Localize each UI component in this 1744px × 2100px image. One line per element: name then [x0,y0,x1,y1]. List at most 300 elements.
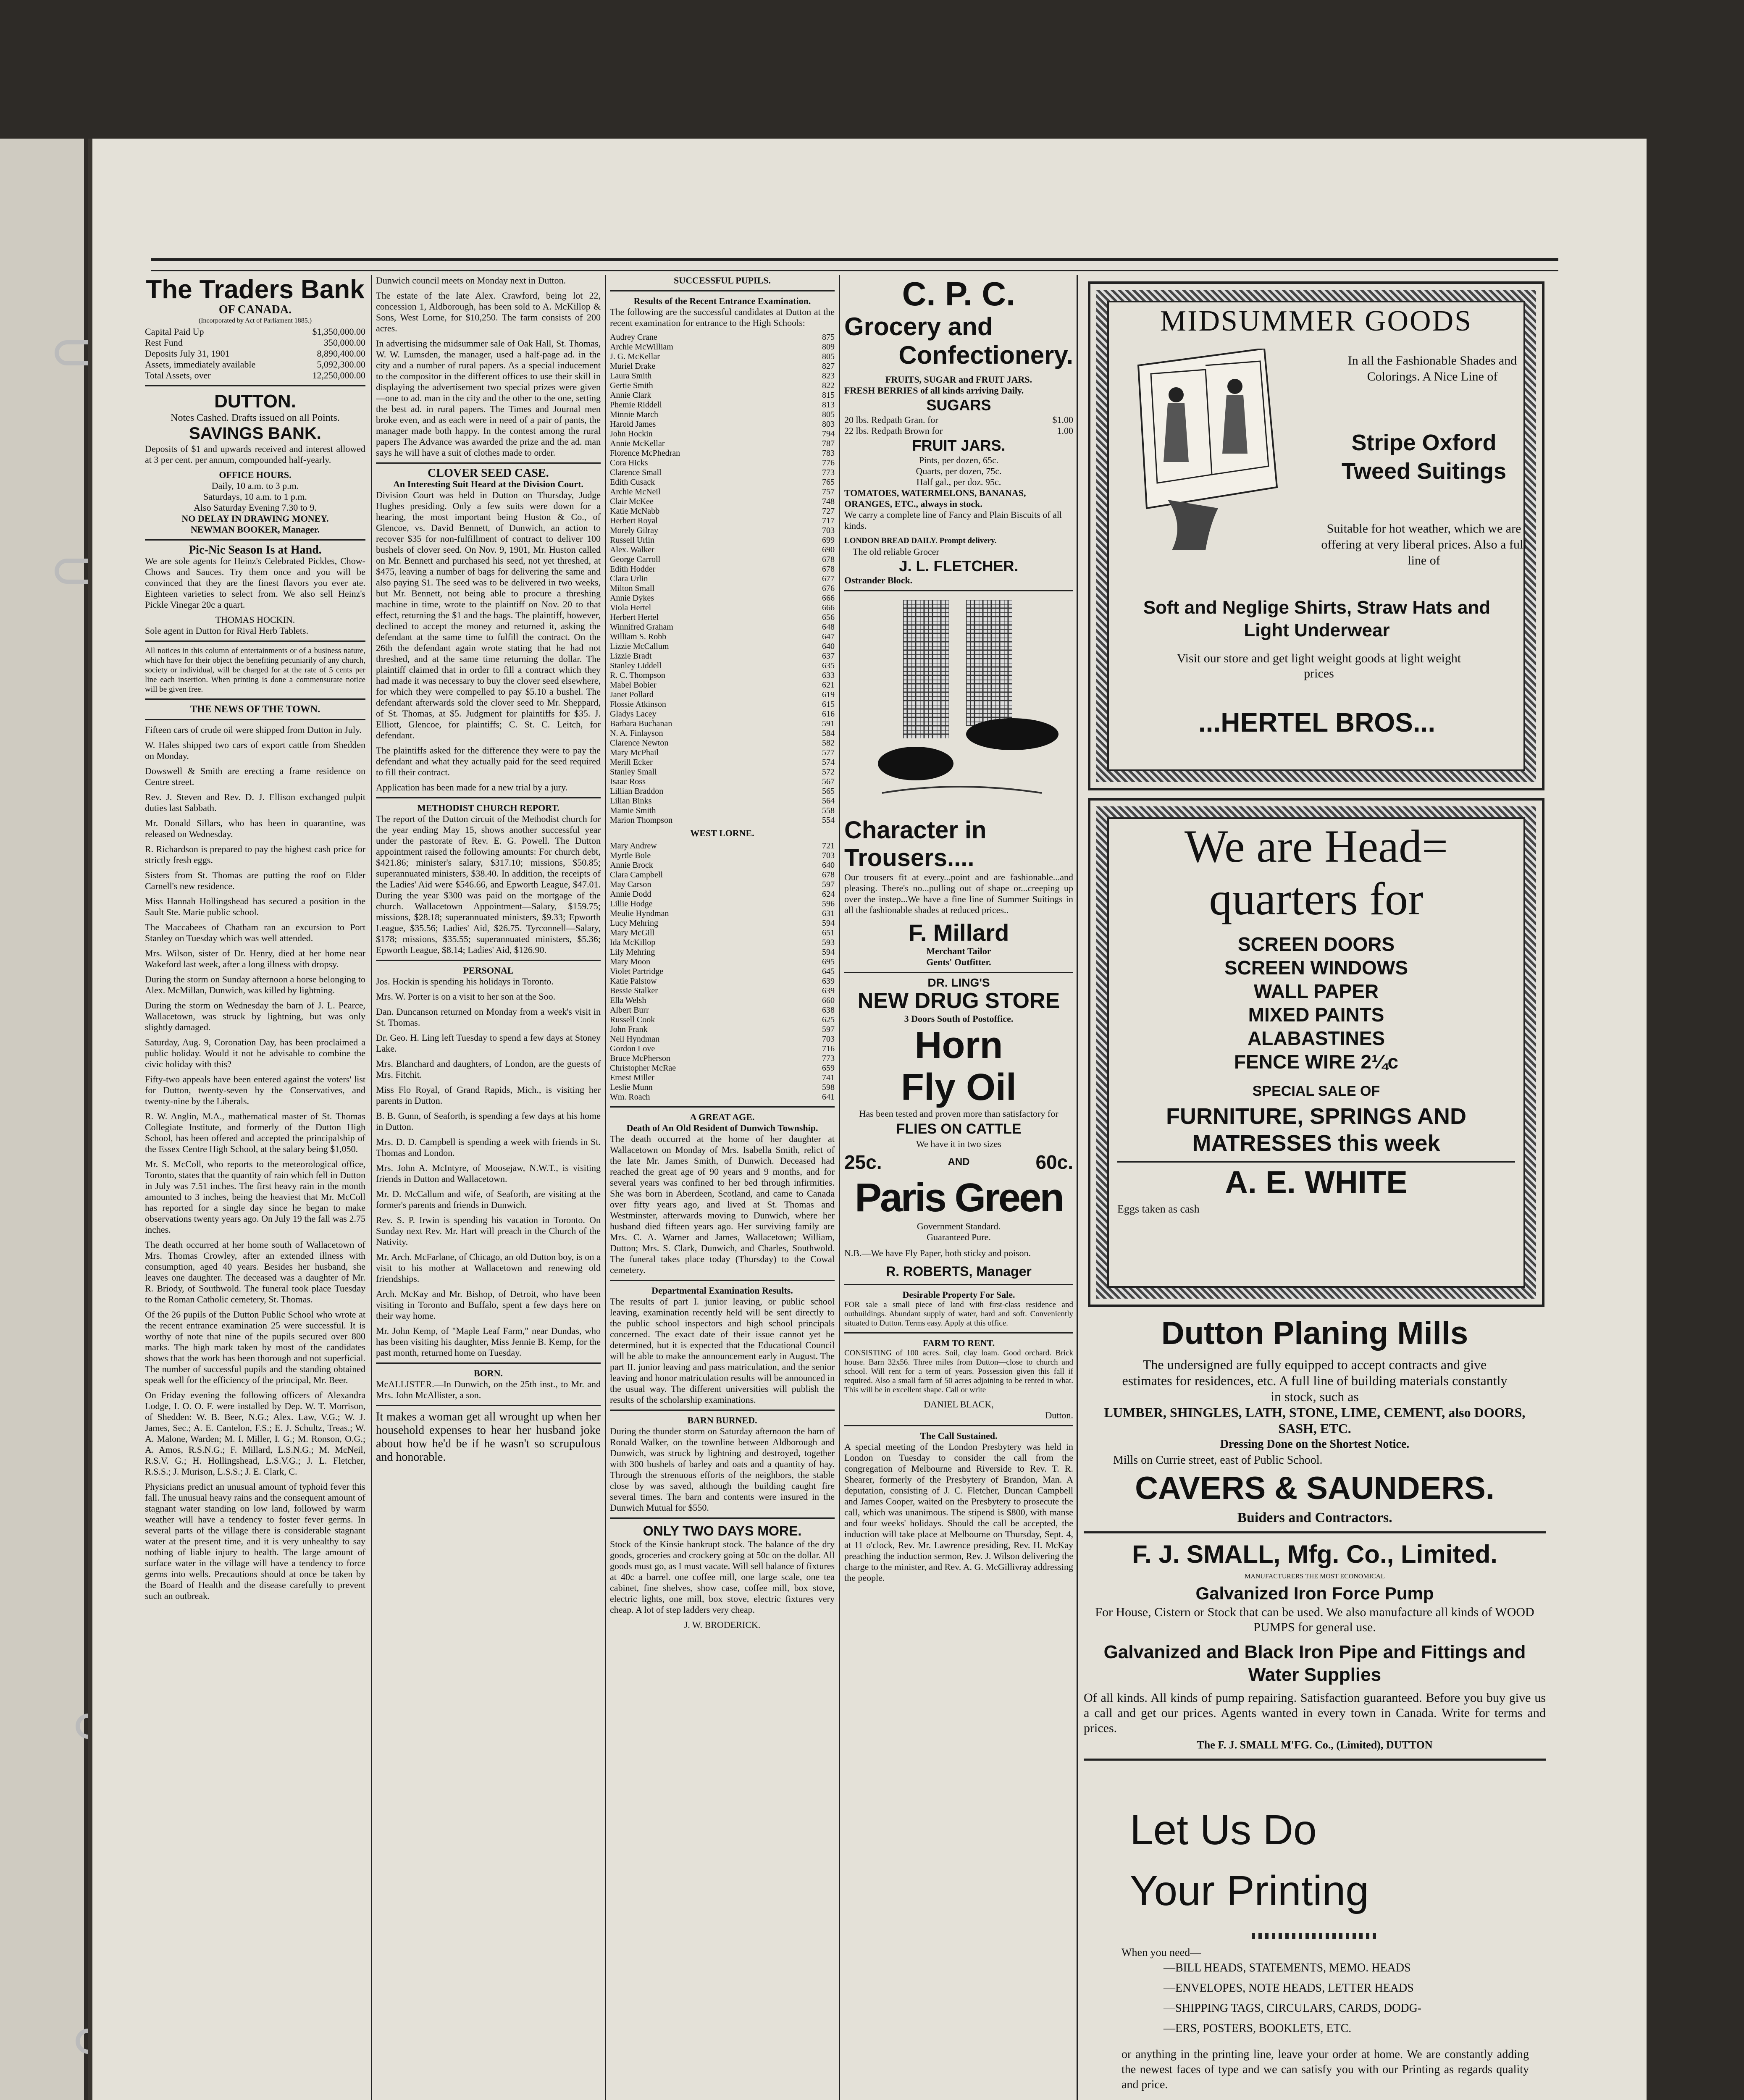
pupil-row-label: Bessie Stalker [610,986,658,995]
pupil-row-value: 678 [822,555,835,564]
planing-role: Buiders and Contractors. [1237,1510,1392,1525]
bank-figure-row-value: 8,890,400.00 [317,348,365,359]
farm-title: FARM TO RENT. [922,1338,995,1348]
pupil-row-label: Edith Hodder [610,564,656,574]
cpc-title: C. P. C. [902,275,1016,312]
pupil-row [610,555,835,564]
column-rule [371,275,372,2100]
column-rule [605,275,606,2100]
rule [844,1332,1073,1334]
town-news-item: R. Richardson is prepared to pay the highest cash price for strictly fresh eggs. [145,844,365,865]
pupil-row-label: Stanley Small [610,767,657,777]
column-4 [844,275,1073,2100]
picnic-title: Pic-Nic Season Is at Hand. [189,543,322,556]
picnic-text: We are sole agents for Heinz's Celebrated Pickles, Chow-Chows and Sauces. Try them once and you will be convinced that they are the finest flavors you ever ate. Eighteen varieties to select from. We also sell Heinz's Pickle Vinegar 20c a quart. [145,556,365,610]
pupil-row-value: 648 [822,622,835,632]
bank-figure-row-label: Total Assets, over [145,370,211,381]
planing-materials: LUMBER, SHINGLES, LATH, STONE, LIME, CEMENT, also DOORS, SASH, ETC. [1104,1405,1526,1436]
pupil-row-label: Isaac Ross [610,777,646,786]
printing-item: —ENVELOPES, NOTE HEADS, LETTER HEADS [1164,1982,1414,1995]
pupil-row-label: Lilian Binks [610,796,652,806]
rule [844,1425,1073,1426]
bank-no-delay: NO DELAY IN DRAWING MONEY. [181,513,329,524]
rule [844,590,1073,591]
town-news-item: Rev. J. Steven and Rev. D. J. Ellison exchanged pulpit duties last Sabbath. [145,792,365,813]
pupil-row-label: R. C. Thompson [610,671,665,680]
pupil-row [610,564,835,574]
pupil-row-value: 624 [822,890,835,899]
pupil-row-value: 827 [822,362,835,371]
millard-role-2: Gents' Outfitter. [926,957,991,967]
hertel-title: MIDSUMMER GOODS [1160,305,1473,337]
pupil-row-label: N. A. Finlayson [610,729,663,738]
planing-name: CAVERS & SAUNDERS. [1135,1470,1494,1506]
personal-list [376,976,601,1358]
property-title: Desirable Property For Sale. [902,1289,1015,1300]
column-rule [1077,275,1078,2100]
pupil-row-value: 809 [822,342,835,352]
pupil-row-value: 813 [822,400,835,410]
pupil-row [610,458,835,468]
pupil-row-label: May Carson [610,880,651,889]
rule [844,972,1073,973]
personal-item: Mr. D. McCallum and wife, of Seaforth, are visiting at the former's parents and friends in Dunwich. [376,1189,601,1210]
methodist-text: The report of the Dutton circuit of the Methodist church for the year ending May 15, shows another successful year under the pastorate of Rev. E. G. Powell. The Dutton appointment raised the following amounts: For church debt, $421.86; minister's salary, $317.10; missions, $50.85; superannuated ministers, $38.40. In addition, the receipts of the Ladies' Aid were $546.66, and Epworth League, $47.01. During the year $300 was paid on the mortgage of the church. Wallacetown Appointment—Salary, $159.75; missions, $28.18; superannuated ministers, $9.33; Epworth League, $35.56; Ladies' Aid, $26.75. Tyrconnell—Salary, $178; missions, $35.55; superannuated ministers, $5.36; Epworth League, $8.14; Ladies' Aid, $126.90. [376,814,601,955]
pupil-row-label: Lucy Mehring [610,919,658,928]
bank-hours-line: Also Saturday Evening 7.30 to 9. [194,502,317,513]
rule [1084,1759,1546,1761]
pupil-row-label: Viola Hertel [610,603,651,612]
pupil-row [610,816,835,825]
pupil-row-value: 690 [822,545,835,554]
pupil-row [610,796,835,806]
pupil-row-value: 721 [822,841,835,850]
hertel-stripe: Stripe Oxford Tweed Suitings [1341,430,1507,484]
small-manu: MANUFACTURERS THE MOST ECONOMICAL [1245,1573,1385,1580]
small-pump-text: For House, Cistern or Stock that can be used. We also manufacture all kinds of WOOD PUMPS for general use. [1095,1605,1534,1634]
pupil-row [610,709,835,719]
pupil-row-value: 558 [822,806,835,815]
pupil-row-value: 621 [822,680,835,690]
white-eggs: Eggs taken as cash [1117,1203,1200,1215]
small-title: F. J. SMALL, Mfg. Co., Limited. [1132,1540,1497,1568]
pupils-subtitle: Results of the Recent Entrance Examination. [633,296,811,306]
hertel-stripe-text: Suitable for hot weather, which we are offering at very liberal prices. Also a full line of [1321,522,1527,567]
price-and: AND [948,1156,970,1168]
pupil-row [610,861,835,870]
price-60c: 60c. [1035,1151,1073,1173]
pupil-row [610,439,835,449]
paris-sub-2: Guaranteed Pure. [927,1232,991,1242]
pupil-row-value: 716 [822,1044,835,1053]
cpc-sugars-title: SUGARS [926,396,991,414]
pupil-row-label: Clarence Small [610,468,662,477]
rule [610,1517,835,1519]
bank-title: The Traders Bank [146,275,365,304]
pupil-row-label: Mabel Bobier [610,680,657,690]
great-age-subtitle: Death of An Old Resident of Dunwich Township. [626,1123,818,1133]
rule [376,797,601,798]
rule [610,1410,835,1411]
pupil-row [610,671,835,680]
pupil-row [610,957,835,967]
bank-figure-row-value: $1,350,000.00 [312,326,365,337]
pupil-row [610,632,835,642]
pupil-row-value: 822 [822,381,835,390]
cpc-jars-title: FRUIT JARS. [912,437,1006,454]
clover-paragraph: Division Court was held in Dutton on Thursday, Judge Hughes presiding. Only a few suits were down for a hearing, the most important being Huston & Co., of Glencoe, vs. David Bennett, of Dunwich, an action to recover $35 for non-fulfillment of contract to deliver 100 bushels of clover seed. On Nov. 9, 1901, Mr. Huston called on Mr. Bennett and purchased his seed, not yet threshed, at $475, leaving a number of bags for delivering the same and also paying $1. The seed was to be delivered in two weeks, but Mr. Bennett, not being able to procure a threshing machine in time, wrote to the plaintiff on Nov. 20 to that effect, returning the $1 and the bags. The plaintiff, however, declined to accept the money and returned it, asking the defendant at the same time to fulfill the contract. On the 26th the defendant again wrote stating that he had not threshed, and at the same time returning the dollar. The plaintiff claimed that in order to fill a contract which they had made it was necessary to buy the clover seed elsewhere, for which they were compelled to pay $5.10 a bushel. The defendant afterwards sold the clover seed to Mr. Sheppard, of St. Thomas, at $5. Judgment for plaintiffs for $35. J. Elliott, Glencoe, for plaintiffs; C. St. C. Leitch, for defendant. [376,490,601,740]
rule [376,462,601,464]
price-25c: 25c. [844,1151,882,1173]
personal-title: PERSONAL [463,965,514,976]
pupil-row-label: Alex. Walker [610,545,654,554]
pupil-row-value: 703 [822,1034,835,1044]
drug-location: 3 Doors South of Postoffice. [904,1013,1014,1024]
printing-item: —ERS, POSTERS, BOOKLETS, ETC. [1164,2022,1352,2035]
small-text: Of all kinds. All kinds of pump repairing. Satisfaction guaranteed. Before you buy give us a call and get our prices. Agents wanted in every town in Canada. Write for terms and prices. [1084,1691,1546,1735]
planing-dressing: Dressing Done on the Shortest Notice. [1220,1438,1410,1451]
white-ad [1088,798,1544,1307]
cpc-block: Ostrander Block. [844,575,913,585]
personal-item: B. B. Gunn, of Seaforth, is spending a few days at his home in Dutton. [376,1110,601,1132]
cpc-grocer: J. L. FLETCHER. [899,557,1019,575]
paris-sub-1: Government Standard. [917,1221,1001,1231]
pupil-row-value: 640 [822,861,835,870]
bank-notes: Notes Cashed. Drafts issued on all Points. [171,412,340,423]
hertel-inner [1107,301,1525,771]
bank-figure-row-label: Deposits July 31, 1901 [145,348,230,359]
pupil-row-label: Meulie Hyndman [610,909,669,918]
methodist-title: METHODIST CHURCH REPORT. [417,803,559,813]
town-news-title: THE NEWS OF THE TOWN. [190,704,320,715]
bank-incorporated: (Incorporated by Act of Parliament 1885.) [198,317,312,324]
clover-paragraph: The plaintiffs asked for the difference they were to pay the defendant and what they actually paid for the seed required to fill their contract. [376,745,601,777]
pupil-row-value: 666 [822,603,835,612]
pupil-row-value: 776 [822,458,835,467]
pupil-row [610,976,835,986]
pupil-row [610,1092,835,1102]
pupil-row-label: Bruce McPherson [610,1054,670,1063]
property-text: FOR sale a small piece of land with first-class residence and outbuildings. Abundant supply of water, hard and soft. Conveniently situated to Dutton. Terms easy. Apply at this office. [844,1300,1073,1328]
pupil-row-label: Gordon Love [610,1044,655,1053]
pupil-row-label: Muriel Drake [610,362,656,371]
pupil-row-value: 703 [822,526,835,535]
jar-price: Half gal., per doz. 95c. [916,477,1001,487]
cpc-tomatoes: TOMATOES, WATERMELONS, BANANAS, ORANGES, ETC., always in stock. [844,488,1026,509]
pupil-row-label: Annie Dodd [610,890,651,899]
bank-figure-row-label: Rest Fund [145,337,183,348]
pupil-row-value: 757 [822,487,835,496]
pupil-row-label: Annie Dykes [610,593,654,603]
pupil-row-label: Neil Hyndman [610,1034,660,1044]
pupil-row [610,400,835,410]
clover-subtitle: An Interesting Suit Heard at the Division Court. [393,479,584,489]
sugar-row-label: 20 lbs. Redpath Gran. for [844,415,938,425]
col2-intro-item: The estate of the late Alex. Crawford, being lot 22, concession 1, Aldborough, has been sold to A. McKillop & Sons, West Lorne, for $10,250. The farm consists of 200 acres. [376,290,601,333]
bank-hours-line: Saturdays, 10 a.m. to 1 p.m. [203,491,307,502]
pupil-row [610,352,835,362]
bank-branch: DUTTON. [214,391,296,412]
pupil-row-value: 647 [822,632,835,641]
dutton-pupils [610,333,835,825]
pupil-row-label: Mary Moon [610,957,651,966]
pupil-row-value: 678 [822,564,835,574]
white-name: A. E. WHITE [1117,1161,1515,1203]
white-furniture-2: MATRESSES this week [1192,1131,1440,1156]
white-furniture-1: FURNITURE, SPRINGS AND [1166,1104,1467,1129]
pupils-title: SUCCESSFUL PUPILS. [673,275,771,286]
column-rule [839,275,840,2100]
pupil-row-value: 803 [822,420,835,429]
pupil-row [610,420,835,429]
great-age-text: The death occurred at the home of her daughter at Wallacetown on Monday of Mrs. Isabella Smith, relict of the late Mr. James Smith, of Dunwich. Deceased had reached the great age of 90 years and 9 months, and for several years was confined to her bed through infirmities. She was born in Aberdeen, Scotland, and came to Canada over fifty years ago, and lived at St. Thomas and Westminster, afterwards moving to Dunwich, where her husband died fifteen years ago. Her surviving family are Mrs. C. A. Warner and James, Wallacetown; William, Dutton; Mrs. S. Clark, Dunwich, and Charles, Southwold. The funeral takes place today (Thursday) to the Cowal cemetery. [610,1134,835,1275]
pupil-row [610,1034,835,1044]
pupil-row-label: Ida McKillop [610,938,656,947]
cpc-bread: LONDON BREAD DAILY. Prompt delivery. [844,536,997,545]
pupil-row-label: Minnie March [610,410,658,419]
pupil-row-value: 815 [822,391,835,400]
pupil-row [610,391,835,400]
fly-prices [844,1150,1073,1175]
town-news-item: The death occurred at her home south of Wallacetown of Mrs. Thomas Crowley, after an extended illness with consumption, aged 40 years. Besides her husband, she leaves one daughter. The deceased was a daughter of Mr. R. Briody, of Southwold. The funeral took place Tuesday to the Roman Catholic cemetery, St. Thomas. [145,1239,365,1305]
pupil-row [610,909,835,919]
column-1 [145,275,365,2100]
small-sign: The F. J. SMALL M'FG. Co., (Limited), DUTTON [1197,1739,1433,1751]
pupil-row [610,661,835,671]
pupil-row [610,1025,835,1034]
town-news-item: Mr. Donald Sillars, who has been in quarantine, was released on Wednesday. [145,818,365,839]
hertel-name: ...HERTEL BROS... [1198,707,1436,738]
pupil-row [610,1044,835,1054]
printing-flourish [1252,1933,1378,1939]
town-news-item: Miss Hannah Hollingshead has secured a position in the Sault Ste. Marie public school. [145,896,365,917]
trousers-title-1: Character in [844,816,987,844]
pupil-row-value: 596 [822,899,835,908]
pupil-row [610,507,835,516]
cpc-line3: Confectionery. [898,341,1073,369]
paris-green-title: Paris Green [855,1175,1063,1220]
pupil-row-value: 773 [822,468,835,477]
pupil-row-label: Violet Partridge [610,967,664,976]
millard-name: F. Millard [908,919,1009,946]
pupil-row-label: Cora Hicks [610,458,648,467]
fashion-illustration [1122,349,1281,559]
pupil-row-label: Annie Clark [610,391,651,400]
pupil-row-value: 677 [822,574,835,583]
pupil-row-label: Florence McPhedran [610,449,680,458]
pupil-row-label: Clarence Newton [610,738,669,748]
jar-price: Pints, per dozen, 65c. [919,455,999,465]
pupil-row-value: 875 [822,333,835,342]
pupil-row-label: Ernest Miller [610,1073,655,1082]
pupil-row-label: Phemie Riddell [610,400,662,410]
pupil-row-value: 695 [822,957,835,966]
bank-figure-row [145,359,365,370]
pupil-row-label: Edith Cusack [610,478,655,487]
pupil-row-value: 676 [822,584,835,593]
pupil-row [610,574,835,584]
town-news-item: Dowswell & Smith are erecting a frame residence on Centre street. [145,766,365,787]
born-title: BORN. [473,1368,503,1378]
pupil-row-value: 584 [822,729,835,738]
drug-title-1: DR. LING'S [927,976,990,989]
town-news-item: W. Hales shipped two cars of export cattle from Shedden on Monday. [145,740,365,761]
pupil-row-label: Clara Campbell [610,870,663,879]
pupil-row [610,748,835,758]
pupil-row [610,622,835,632]
pupil-row [610,536,835,545]
pupil-row-label: J. G. McKellar [610,352,660,361]
town-news-item: Saturday, Aug. 9, Coronation Day, has been proclaimed a public holiday. Would it not be advisable to combine the civic holiday with this? [145,1037,365,1069]
pupil-row-value: 639 [822,976,835,986]
cpc-berries: FRESH BERRIES of all kinds arriving Daily. [844,385,1024,396]
rule [844,1284,1073,1285]
farm-location: Dutton. [1045,1410,1073,1420]
pupil-row-label: Lizzie Bradt [610,651,652,661]
pupil-row-label: Lillie Hodge [610,899,653,908]
pupil-row [610,938,835,948]
pupil-row-value: 593 [822,938,835,947]
pupil-row-value: 594 [822,948,835,957]
fly-oil-title: Fly Oil [901,1066,1017,1108]
sugar-row-value: 1.00 [1057,425,1073,436]
closing-text: It makes a woman get all wrought up when her household expenses to hear her husband joke about how he'd be if he wasn't so scrupulous and honorable. [376,1410,601,1464]
rule [145,640,365,642]
town-news-item: During the storm on Wednesday the barn of J. L. Pearce, Wallacetown, was struck by lightning, but was only slightly damaged. [145,1000,365,1032]
pupil-row [610,371,835,381]
white-heading-2: quarters for [1209,873,1424,924]
fly-text: Has been tested and proven more than satisfactory for [859,1108,1058,1119]
pupil-row [610,381,835,391]
two-days-title: ONLY TWO DAYS MORE. [643,1523,802,1538]
pupil-row [610,700,835,709]
personal-item: Mrs. John A. McIntyre, of Moosejaw, N.W.T., is visiting friends in Dutton and Wallacetown. [376,1163,601,1184]
pupil-row [610,593,835,603]
pupil-row [610,362,835,371]
clover-title: CLOVER SEED CASE. [428,467,549,480]
cpc-jars [844,455,1073,488]
town-news-item: Physicians predict an unusual amount of typhoid fever this fall. The unusual heavy rains and the consequent amount of stagnant water standing on low land, followed by warm weather will have a tendency to foster fever germs. In several parts of the village there is considerable stagnant water at the present time, and it is very unhealthy to say nothing of liable injury to health. The large amount of surface water in the village will have a tendency to force germs into wells. Precautions should at once be taken by the Board of Health and the disease carefully to prevent such an outbreak. [145,1481,365,1601]
personal-item: Rev. S. P. Irwin is spending his vacation in Toronto. On Sunday next Rev. Mr. Hart will preach in the Church of the Nativity. [376,1215,601,1247]
pupil-row-label: Lizzie McCallum [610,642,669,651]
pupil-row-value: 574 [822,758,835,767]
personal-item: Mr. John Kemp, of "Maple Leaf Farm," near Dundas, who has been visiting his daughter, Miss Jennie B. Kemp, for the past month, returned home on Tuesday. [376,1326,601,1358]
two-days-text: Stock of the Kinsie bankrupt stock. The balance of the dry goods, groceries and crockery going at 50c on the dollar. All goods must go, as I must vacate. Will sell balance of fixtures at 40c a barrel. one coffee mill, one large scale, one tea cabinet, fine shelves, show case, coffee mill, box stove, electric lights, one mill, box stove, electric fixtures very cheap. A lot of step ladders very cheap. [610,1539,835,1615]
pupil-row-label: Stanley Liddell [610,661,662,670]
planing-mills: Mills on Currie street, east of Public School. [1113,1454,1323,1467]
notices-text: All notices in this column of entertainments or of a business nature, which have for their object the benefiting pecuniarily of any church, society or individual, will be charged for at the rate of 5 cents per line each insertion. When printing is done a commensurate notice will be given free. [145,646,365,694]
pupil-row [610,729,835,738]
west-lorne-pupils [610,841,835,1102]
pupil-row-label: Mamie Smith [610,806,656,815]
white-items [1109,932,1523,1074]
town-news-item: Sisters from St. Thomas are putting the roof on Elder Carnell's new residence. [145,870,365,891]
pupil-row-label: Archie McWilliam [610,342,673,352]
trousers-title-2: Trousers.... [844,844,974,872]
printing-line-1: Let Us Do [1130,1806,1317,1853]
pupil-row-label: Herbert Royal [610,516,658,525]
pupil-row-label: Barbara Buchanan [610,719,672,728]
pupil-row-label: Gertie Smith [610,381,653,390]
printing-item: —SHIPPING TAGS, CIRCULARS, CARDS, DODG- [1164,2002,1422,2015]
personal-item: Jos. Hockin is spending his holidays in Toronto. [376,976,554,987]
cpc-line2: Grocery and [844,312,993,341]
pupil-row [610,468,835,478]
pupil-row-label: Leslie Munn [610,1083,653,1092]
pupil-row [610,890,835,899]
planing-text: The undersigned are fully equipped to accept contracts and give estimates for residences, etc. A full line of building materials constantly in stock, such as [1122,1357,1508,1404]
pupil-row [610,690,835,700]
pupil-row-value: 765 [822,478,835,487]
pupil-row-label: Mary McPhail [610,748,659,757]
pupil-row-label: Annie McKellar [610,439,665,448]
pupil-row-value: 616 [822,709,835,719]
pupil-row [610,919,835,928]
pupil-row-value: 598 [822,1083,835,1092]
bank-figure-row-value: 350,000.00 [324,337,365,348]
pupil-row-value: 641 [822,1092,835,1102]
dept-text: The results of part I. junior leaving, or public school leaving, examination recently held will be sent directly to the public school inspectors and high school principals concerned. The exact date of their issue cannot yet be determined, but it is expected that the Educational Council will be able to make the announcement early in August. The part II. junior leaving and pass matriculation, and the senior leaving and honor matriculation results will be announced in the usual way. The different universities will publish the results of the scholarship examinations. [610,1296,835,1405]
pupil-row [610,806,835,816]
pupil-row-value: 625 [822,1015,835,1024]
pupil-row-value: 773 [822,1054,835,1063]
pupil-row-label: Audrey Crane [610,333,657,342]
pupil-row-label: Mary McGill [610,928,655,937]
pupil-row-value: 567 [822,777,835,786]
clover-text [376,490,601,793]
sugar-row [844,425,1073,436]
town-news-item: Fifteen cars of crude oil were shipped from Dutton in July. [145,724,362,735]
pupil-row-label: Ella Welsh [610,996,646,1005]
pupil-row-value: 703 [822,851,835,860]
pupil-row-label: William S. Robb [610,632,667,641]
bank-figure-row [145,337,365,348]
great-age-title: A GREAT AGE. [690,1112,755,1122]
rule [376,1362,601,1364]
pupil-row-value: 597 [822,880,835,889]
town-news-item: Fifty-two appeals have been entered against the voters' list for Dutton, twenty-seven by the Conservatives, and twenty-nine by the Liberals. [145,1074,365,1106]
pupil-row [610,1083,835,1092]
pupil-row-label: Marion Thompson [610,816,673,825]
pupil-row [610,1054,835,1063]
pupil-row-label: Albert Burr [610,1005,649,1015]
hertel-ad [1088,281,1544,790]
bank-hours-line: Daily, 10 a.m. to 3 p.m. [211,480,299,491]
pupil-row-value: 794 [822,429,835,438]
rule [376,960,601,961]
planing-title: Dutton Planing Mills [1161,1315,1468,1351]
pupil-row [610,1063,835,1073]
pupil-row-value: 656 [822,613,835,622]
call-text: A special meeting of the London Presbytery was held in London on Tuesday to consider the call from the congregation of Melbourne and Riverside to Rev. T. R. Shearer, formerly of the Presbytery of Brandon, Man. A deputation, consisting of J. C. Fletcher, Duncan Campbell and James Cooper, waited on the Presbytery to prosecute the call, which was unanimous. The stipend is $800, with manse and four weeks' holidays. Should the call be accepted, the induction will take place at Melbourne on Thursday, Sept. 4, at 11 o'clock, Rev. Mr. Lawrence presiding, Rev. H. McKay preaching the induction sermon, Rev. J. Wilson delivering the charge to the minister, and Rev. A. G. McGillivray addressing the people. [844,1441,1073,1583]
pupil-row [610,841,835,851]
pupil-row-label: Clair McKee [610,497,654,506]
white-special: SPECIAL SALE OF [1252,1083,1380,1099]
bank-figure-row-value: 5,092,300.00 [317,359,365,370]
pupil-row [610,429,835,439]
farm-sign: DANIEL BLACK, [924,1399,994,1410]
pupil-row-label: Merill Ecker [610,758,653,767]
hertel-shirts: Soft and Neglige Shirts, Straw Hats and Light Underwear [1143,597,1491,640]
pupil-row-value: 787 [822,439,835,448]
page-top-rule [151,258,1558,271]
pupil-row-label: Morely Gilray [610,526,658,535]
two-days-sign: J. W. BRODERICK. [684,1620,761,1630]
white-item: ALABASTINES [1247,1027,1385,1049]
pupil-row [610,584,835,593]
pupil-row [610,516,835,526]
bank-figure-row [145,348,365,359]
